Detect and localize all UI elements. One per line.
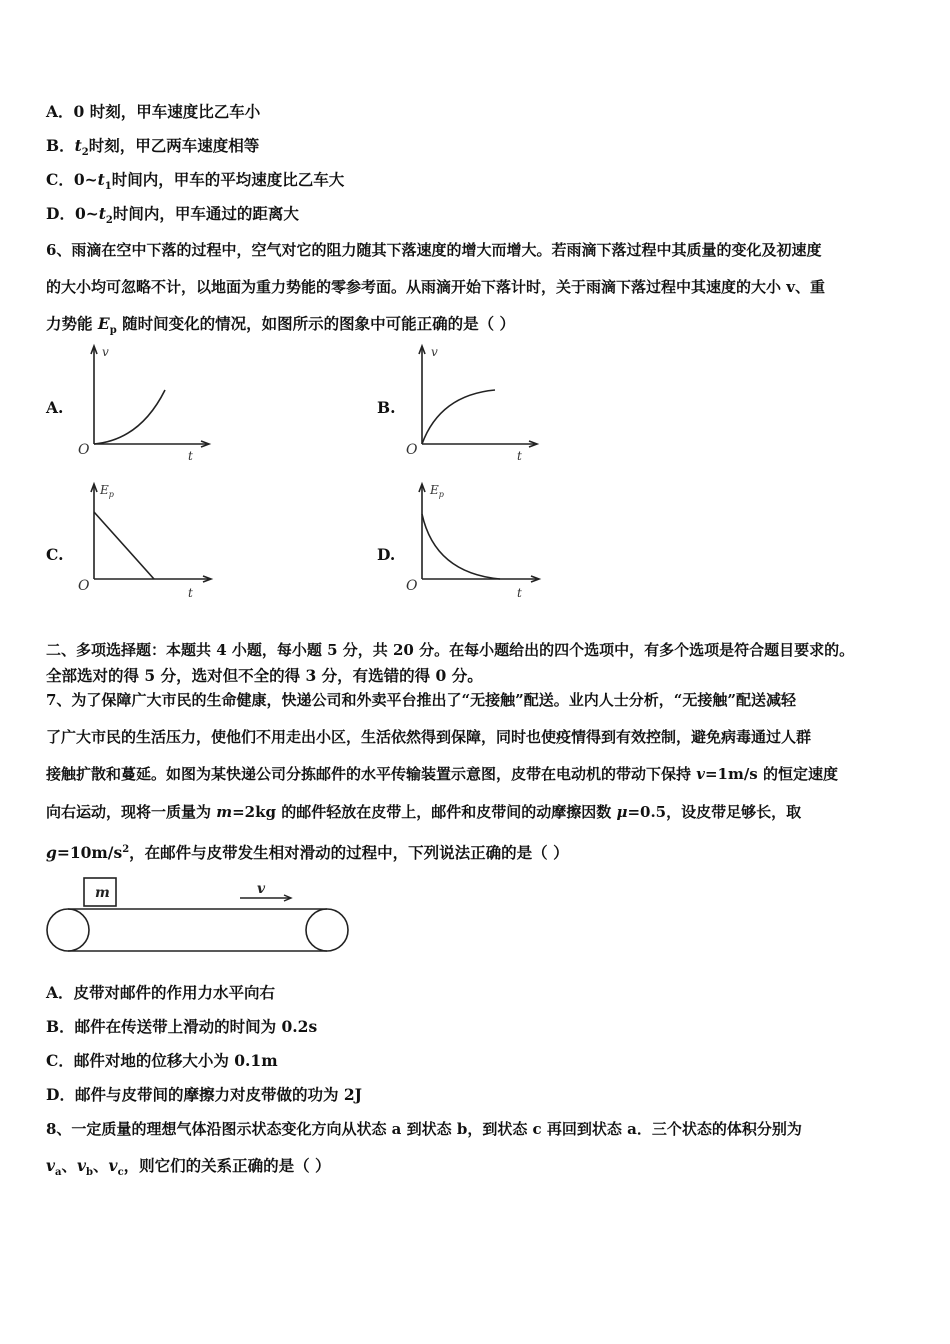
graph-a-xlabel: t bbox=[188, 449, 193, 463]
q7-option-d: D．邮件与皮带间的摩擦力对皮带做的功为 2J bbox=[46, 1085, 362, 1104]
q7-stem-line-5: $g=10m/s^2$，在邮件与皮带发生相对滑动的过程中，下列说法正确的是（ ） bbox=[46, 843, 569, 863]
graph-d-xlabel: t bbox=[517, 586, 522, 600]
graph-c-xlabel: t bbox=[188, 586, 193, 600]
q7-stem-line-3: 接触扩散和蔓延。如图为某快递公司分拣邮件的水平传输装置示意图，皮带在电动机的带动下保持 v=1m/s 的恒定速度 bbox=[46, 765, 838, 783]
graph-a bbox=[70, 340, 220, 465]
graph-c-origin: O bbox=[78, 578, 90, 594]
graph-d-origin: O bbox=[406, 578, 418, 594]
velocity-label: v bbox=[257, 881, 266, 897]
q7-option-a: A．皮带对邮件的作用力水平向右 bbox=[46, 983, 276, 1002]
graph-d-ylabel: $E_p$ bbox=[430, 483, 444, 499]
graph-d-label: D. bbox=[377, 545, 396, 564]
q5-option-a: A．0 时刻，甲车速度比乙车小 bbox=[46, 102, 261, 121]
q6-stem-line-2: 的大小均可忽略不计，以地面为重力势能的零参考面。从雨滴开始下落计时，关于雨滴下落过程中其速度的大小 v、重 bbox=[46, 278, 825, 296]
graph-b bbox=[400, 340, 550, 465]
graph-a-curve bbox=[94, 390, 165, 444]
graph-a-label: A. bbox=[46, 398, 64, 417]
q8-stem-line-2: $v_a$、$v_b$、$v_c$，则它们的关系正确的是（ ） bbox=[46, 1156, 331, 1179]
graph-b-label: B. bbox=[377, 398, 396, 417]
q7-option-c: C．邮件对地的位移大小为 0.1m bbox=[46, 1051, 278, 1070]
graph-c-curve bbox=[94, 512, 154, 579]
graph-a-origin: O bbox=[78, 442, 90, 458]
graph-b-xlabel: t bbox=[517, 449, 522, 463]
q7-stem-line-2: 了广大市民的生活压力，使他们不用走出小区，生活依然得到保障，同时也使疫情得到有效控制，避免病毒通过人群 bbox=[46, 728, 812, 746]
graph-a-ylabel: v bbox=[102, 345, 109, 359]
q5-option-d: D．$0\sim t_2$时间内，甲车通过的距离大 bbox=[46, 204, 299, 227]
graph-c bbox=[70, 478, 220, 603]
q8-stem-line-1: 8、一定质量的理想气体沿图示状态变化方向从状态 a 到状态 b，到状态 c 再回到状态 a．三个状态的体积分别为 bbox=[46, 1120, 802, 1138]
graph-b-origin: O bbox=[406, 442, 418, 458]
graph-b-ylabel: v bbox=[431, 345, 438, 359]
graph-d bbox=[400, 478, 550, 603]
graph-c-ylabel: $E_p$ bbox=[100, 483, 114, 499]
q6-stem-line-1: 6、雨滴在空中下落的过程中，空气对它的阻力随其下落速度的增大而增大。若雨滴下落过程中其质量的变化及初速度 bbox=[46, 241, 822, 259]
q7-option-b: B．邮件在传送带上滑动的时间为 0.2s bbox=[46, 1017, 318, 1036]
graph-d-curve bbox=[422, 514, 500, 579]
section2-heading-line-2: 全部选对的得 5 分，选对但不全的得 3 分，有选错的得 0 分。 bbox=[46, 666, 483, 685]
q6-stem-line-3: 力势能 $E_p$ 随时间变化的情况，如图所示的图象中可能正确的是（ ） bbox=[46, 314, 516, 337]
mass-label: m bbox=[95, 885, 110, 901]
q5-option-b: B．$t_2$时刻，甲乙两车速度相等 bbox=[46, 136, 260, 159]
conveyor-belt-figure bbox=[44, 872, 354, 957]
left-pulley bbox=[47, 909, 89, 951]
right-pulley bbox=[306, 909, 348, 951]
graph-b-curve bbox=[422, 390, 495, 444]
q7-stem-line-1: 7、为了保障广大市民的生命健康，快递公司和外卖平台推出了“无接触”配送。业内人士分析，“无接触”配送减轻 bbox=[46, 691, 796, 709]
graph-c-label: C. bbox=[46, 545, 64, 564]
q5-option-c: C．$0\sim t_1$时间内，甲车的平均速度比乙车大 bbox=[46, 170, 345, 193]
section2-heading-line-1: 二、多项选择题：本题共 4 小题，每小题 5 分，共 20 分。在每小题给出的四个选项中，有多个选项是符合题目要求的。 bbox=[46, 641, 855, 659]
q7-stem-line-4: 向右运动，现将一质量为 m=2kg 的邮件轻放在皮带上，邮件和皮带间的动摩擦因数 μ=0.5，设皮带足够长，取 bbox=[46, 803, 802, 821]
